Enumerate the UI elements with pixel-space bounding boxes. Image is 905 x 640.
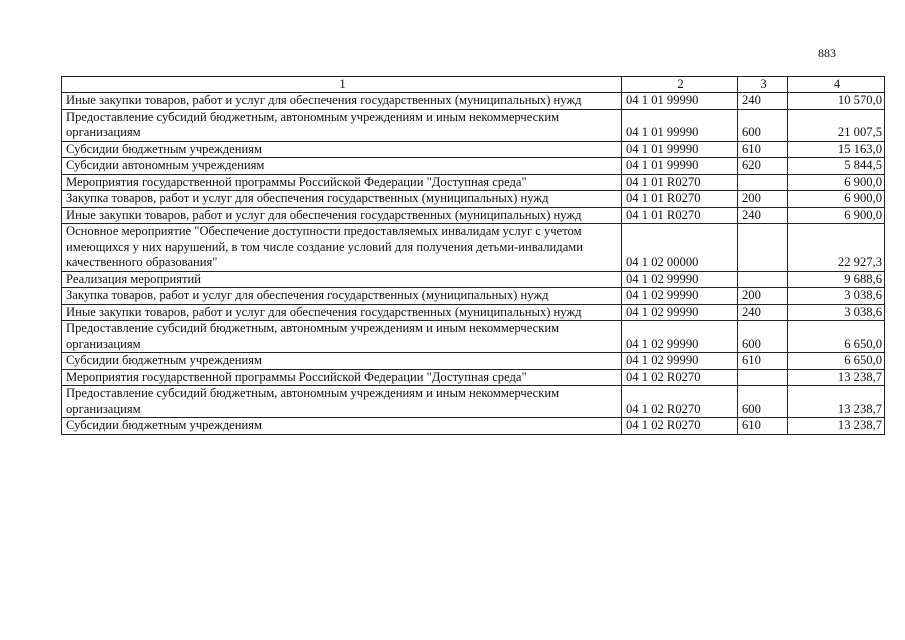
row-name: Основное мероприятие "Обеспечение доступности предоставляемых инвалидам услуг с учетом имеющихся у них нарушений, в том числе создание условий для получения детьми-инвалидами качественного образования": [62, 224, 622, 272]
row-name: Закупка товаров, работ и услуг для обеспечения государственных (муниципальных) нужд: [62, 288, 622, 305]
row-expense-type: 600: [738, 109, 788, 141]
table-row: [62, 353, 885, 370]
row-name: Иные закупки товаров, работ и услуг для обеспечения государственных (муниципальных) нужд: [62, 304, 622, 321]
table-row: [62, 418, 885, 435]
row-expense-type: 240: [738, 93, 788, 110]
row-name: Предоставление субсидий бюджетным, автономным учреждениям и иным некоммерческим организациям: [62, 386, 622, 418]
row-expense-type: 600: [738, 386, 788, 418]
row-amount: 13 238,7: [788, 369, 885, 386]
row-code: 04 1 01 R0270: [622, 207, 738, 224]
row-code: 04 1 02 99990: [622, 321, 738, 353]
row-code: 04 1 02 99990: [622, 304, 738, 321]
row-amount: 13 238,7: [788, 386, 885, 418]
row-expense-type: 600: [738, 321, 788, 353]
row-code: 04 1 01 99990: [622, 158, 738, 175]
column-header-3: 3: [738, 77, 788, 93]
table-row: [62, 207, 885, 224]
row-expense-type: 610: [738, 353, 788, 370]
row-expense-type: 200: [738, 191, 788, 208]
row-amount: 3 038,6: [788, 288, 885, 305]
row-expense-type: 610: [738, 418, 788, 435]
column-header-1: 1: [62, 77, 622, 93]
row-amount: 3 038,6: [788, 304, 885, 321]
row-expense-type: 240: [738, 207, 788, 224]
row-name: Субсидии бюджетным учреждениям: [62, 141, 622, 158]
row-expense-type: 620: [738, 158, 788, 175]
row-code: 04 1 01 99990: [622, 141, 738, 158]
table-row: [62, 141, 885, 158]
row-amount: 22 927,3: [788, 224, 885, 272]
table-row: [62, 224, 885, 272]
row-expense-type: [738, 369, 788, 386]
table-header-row: [62, 77, 885, 93]
column-header-4: 4: [788, 77, 885, 93]
row-code: 04 1 02 99990: [622, 288, 738, 305]
row-code: 04 1 01 99990: [622, 93, 738, 110]
column-header-2: 2: [622, 77, 738, 93]
row-code: 04 1 02 R0270: [622, 369, 738, 386]
table-row: [62, 369, 885, 386]
row-amount: 21 007,5: [788, 109, 885, 141]
row-name: Закупка товаров, работ и услуг для обеспечения государственных (муниципальных) нужд: [62, 191, 622, 208]
row-amount: 6 900,0: [788, 174, 885, 191]
row-name: Иные закупки товаров, работ и услуг для обеспечения государственных (муниципальных) нужд: [62, 93, 622, 110]
table-row: [62, 191, 885, 208]
row-expense-type: 240: [738, 304, 788, 321]
row-amount: 6 650,0: [788, 353, 885, 370]
table-row: [62, 109, 885, 141]
row-name: Субсидии автономным учреждениям: [62, 158, 622, 175]
row-expense-type: [738, 224, 788, 272]
row-amount: 6 650,0: [788, 321, 885, 353]
table-row: [62, 321, 885, 353]
row-name: Мероприятия государственной программы Российской Федерации "Доступная среда": [62, 174, 622, 191]
table-row: [62, 288, 885, 305]
row-name: Предоставление субсидий бюджетным, автономным учреждениям и иным некоммерческим организациям: [62, 109, 622, 141]
row-amount: 13 238,7: [788, 418, 885, 435]
page-number: 883: [818, 46, 836, 60]
table-row: [62, 93, 885, 110]
row-amount: 15 163,0: [788, 141, 885, 158]
row-name: Предоставление субсидий бюджетным, автономным учреждениям и иным некоммерческим организациям: [62, 321, 622, 353]
row-expense-type: [738, 174, 788, 191]
row-amount: 5 844,5: [788, 158, 885, 175]
row-amount: 6 900,0: [788, 207, 885, 224]
row-expense-type: 610: [738, 141, 788, 158]
row-amount: 9 688,6: [788, 271, 885, 288]
row-amount: 10 570,0: [788, 93, 885, 110]
table-row: [62, 304, 885, 321]
row-name: Субсидии бюджетным учреждениям: [62, 418, 622, 435]
table-row: [62, 158, 885, 175]
table-row: [62, 271, 885, 288]
row-code: 04 1 02 99990: [622, 271, 738, 288]
row-code: 04 1 02 99990: [622, 353, 738, 370]
row-code: 04 1 01 99990: [622, 109, 738, 141]
row-name: Субсидии бюджетным учреждениям: [62, 353, 622, 370]
row-code: 04 1 02 R0270: [622, 418, 738, 435]
row-name: Реализация мероприятий: [62, 271, 622, 288]
table-row: [62, 386, 885, 418]
row-amount: 6 900,0: [788, 191, 885, 208]
row-code: 04 1 02 R0270: [622, 386, 738, 418]
row-expense-type: [738, 271, 788, 288]
row-code: 04 1 01 R0270: [622, 174, 738, 191]
row-expense-type: 200: [738, 288, 788, 305]
row-code: 04 1 02 00000: [622, 224, 738, 272]
row-name: Мероприятия государственной программы Российской Федерации "Доступная среда": [62, 369, 622, 386]
row-name: Иные закупки товаров, работ и услуг для обеспечения государственных (муниципальных) нужд: [62, 207, 622, 224]
table-row: [62, 174, 885, 191]
row-code: 04 1 01 R0270: [622, 191, 738, 208]
budget-table: [61, 76, 885, 435]
